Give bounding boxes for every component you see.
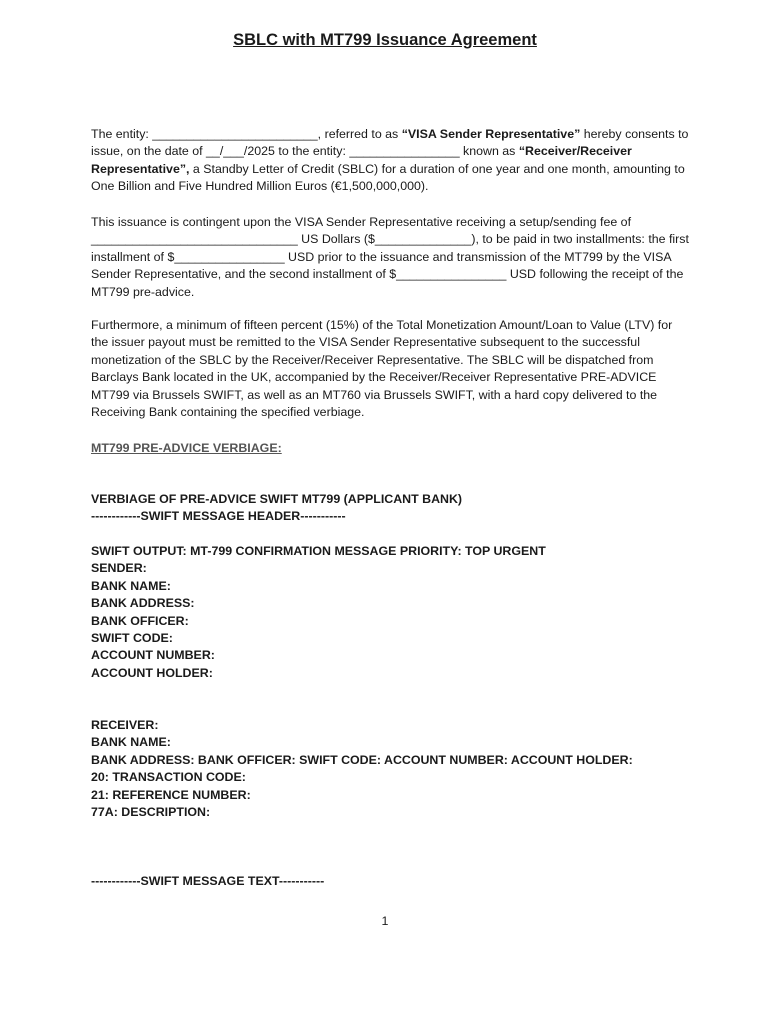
- swift-header-block: [91, 491, 711, 526]
- section-heading-verbiage: MT799 PRE-ADVICE VERBIAGE:: [91, 441, 282, 455]
- paragraph-monetization-terms: Furthermore, a minimum of fifteen percent (15%) of the Total Monetization Amount/Loan to Value (LTV) for the issuer payout must be remitted to the VISA Sender Representative subsequent to the successful monetization of the SBLC by the Receiver/Receiver Representative. The SBLC will be dispatched from Barclays Bank located in the UK, accompanied by the Receiver/Receiver Representative PRE-ADVICE MT799 via Brussels SWIFT, as well as an MT760 via Brussels SWIFT, with a hard copy delivered to the Receiving Bank containing the specified verbiage.: [91, 318, 673, 420]
- block-line: ------------SWIFT MESSAGE HEADER-----------: [91, 509, 346, 524]
- block-line: BANK ADDRESS:: [91, 596, 195, 611]
- block-line: BANK NAME:: [91, 735, 171, 750]
- block-line: SENDER:: [91, 561, 147, 576]
- swift-receiver-block: [91, 717, 711, 821]
- block-line: BANK NAME:: [91, 578, 171, 593]
- paragraph-text: a Standby Letter of Credit (SBLC) for a duration of one year and one month, amounting to One Billion and Five Hundred Million Euros (€1,500,000,000).: [91, 161, 685, 194]
- block-line: 77A: DESCRIPTION:: [91, 805, 211, 820]
- block-line: VERBIAGE OF PRE-ADVICE SWIFT MT799 (APPLICANT BANK): [91, 492, 463, 506]
- paragraph-text: hereby consents to issue, on the date of __/___/2025 to the entity: ________________ known as: [91, 127, 689, 159]
- page-number: 1: [381, 914, 389, 928]
- block-line: SWIFT OUTPUT: MT-799 CONFIRMATION MESSAGE PRIORITY: TOP URGENT: [91, 544, 546, 558]
- swift-sender-block: [91, 543, 711, 682]
- paragraph-text: The entity: ________________________, referred to as: [91, 127, 402, 141]
- swift-text-block: [91, 873, 711, 890]
- paragraph-entity-consent: [91, 126, 691, 196]
- document-title: SBLC with MT799 Issuance Agreement: [233, 31, 537, 49]
- block-line: ACCOUNT HOLDER:: [91, 665, 213, 680]
- visa-sender-term: “VISA Sender Representative”: [401, 127, 581, 141]
- block-line: SWIFT CODE:: [91, 631, 173, 646]
- paragraph-fee-terms: This issuance is contingent upon the VISA Sender Representative receiving a setup/sending fee of ______________________________ US Dollars ($______________), to be paid in two installments: the first installment of $________________ USD prior to the issuance and transmission of the MT799 by the VISA Sender Representative, and the second installment of $________________ USD following the receipt of the MT799 pre-advice.: [91, 215, 689, 299]
- block-line: ACCOUNT NUMBER:: [91, 648, 215, 663]
- block-line: BANK ADDRESS: BANK OFFICER: SWIFT CODE: ACCOUNT NUMBER: ACCOUNT HOLDER:: [91, 752, 633, 767]
- block-line: BANK OFFICER:: [91, 613, 189, 628]
- block-line: 21: REFERENCE NUMBER:: [91, 787, 251, 802]
- block-line: ------------SWIFT MESSAGE TEXT-----------: [91, 874, 325, 888]
- block-line: 20: TRANSACTION CODE:: [91, 770, 246, 785]
- block-line: RECEIVER:: [91, 718, 159, 732]
- receiver-term: “Receiver/Receiver Representative”,: [91, 144, 632, 176]
